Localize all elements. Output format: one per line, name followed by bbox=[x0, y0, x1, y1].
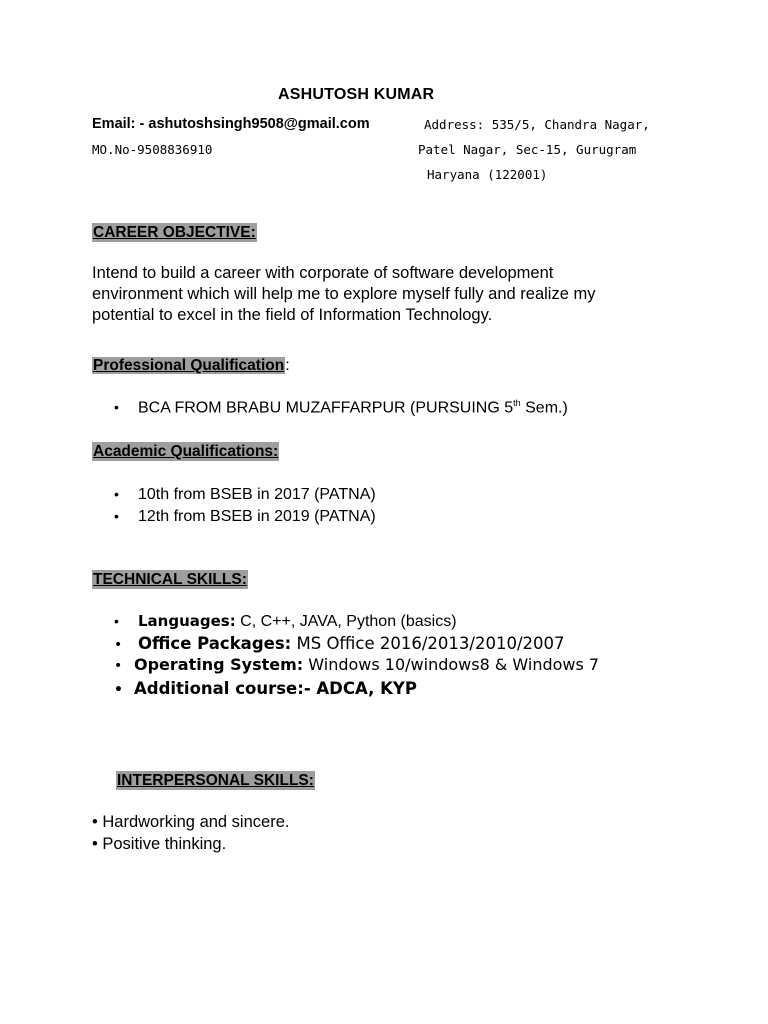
list-item bbox=[114, 655, 599, 674]
list-item bbox=[114, 679, 417, 698]
career-objective-line: Intend to build a career with corporate of software development bbox=[92, 264, 554, 282]
interpersonal-item: • Hardworking and sincere. bbox=[92, 813, 290, 831]
qualification-text: BCA FROM BRABU MUZAFFARPUR (PURSUING 5 bbox=[138, 399, 514, 417]
academic-qualifications-heading: Academic Qualifications: bbox=[93, 443, 279, 460]
career-objective-heading: CAREER OBJECTIVE: bbox=[93, 224, 256, 241]
academic-item-text: 12th from BSEB in 2019 (PATNA) bbox=[138, 508, 376, 525]
academic-item-text: 10th from BSEB in 2017 (PATNA) bbox=[138, 486, 376, 503]
technical-skills-heading: TECHNICAL SKILLS: bbox=[93, 571, 247, 588]
address-line-3: Haryana (122001) bbox=[427, 167, 548, 182]
skill-value: Windows 10/windows8 & Windows 7 bbox=[303, 655, 600, 674]
email-line: Email: - ashutoshsingh9508@gmail.com bbox=[92, 116, 370, 132]
address-line-2: Patel Nagar, Sec-15, Gurugram bbox=[418, 142, 637, 157]
skill-value: ADCA, KYP bbox=[310, 679, 417, 698]
qualification-text-end: Sem.) bbox=[520, 399, 568, 417]
ordinal-suffix: th bbox=[513, 398, 521, 408]
professional-qualification-item bbox=[114, 398, 568, 417]
interpersonal-skills-heading: INTERPERSONAL SKILLS: bbox=[117, 772, 314, 789]
list-item bbox=[114, 486, 376, 504]
career-objective-line: potential to excel in the field of Information Technology. bbox=[92, 306, 493, 324]
skill-value: C, C++, JAVA, Python (basics) bbox=[235, 613, 457, 630]
bullet-icon: • bbox=[114, 399, 119, 416]
bullet-icon: • bbox=[114, 682, 123, 698]
skill-label: Office Packages: bbox=[138, 634, 292, 653]
professional-qualification-heading-wrap bbox=[92, 356, 290, 375]
list-item bbox=[114, 612, 457, 631]
skill-label: Languages: bbox=[138, 612, 236, 630]
career-objective-line: environment which will help me to explore myself fully and realize my bbox=[92, 285, 596, 303]
bullet-icon: • bbox=[114, 613, 119, 629]
bullet-icon: • bbox=[114, 508, 119, 524]
bullet-icon: • bbox=[114, 658, 123, 674]
mobile-number: MO.No-9508836910 bbox=[92, 142, 213, 157]
heading-colon: : bbox=[285, 357, 290, 374]
candidate-name: ASHUTOSH KUMAR bbox=[278, 86, 435, 103]
skill-value: MS Office 2016/2013/2010/2007 bbox=[291, 634, 565, 653]
skill-label: Additional course:- bbox=[134, 679, 311, 698]
career-objective-text bbox=[92, 263, 692, 326]
address-line-1: Address: 535/5, Chandra Nagar, bbox=[424, 117, 650, 132]
interpersonal-item: • Positive thinking. bbox=[92, 835, 227, 853]
bullet-icon: • bbox=[114, 637, 123, 653]
professional-qualification-heading: Professional Qualification bbox=[93, 357, 285, 374]
bullet-icon: • bbox=[114, 486, 119, 502]
list-item bbox=[114, 634, 565, 653]
skill-label: Operating System: bbox=[134, 655, 304, 674]
list-item bbox=[114, 508, 376, 526]
